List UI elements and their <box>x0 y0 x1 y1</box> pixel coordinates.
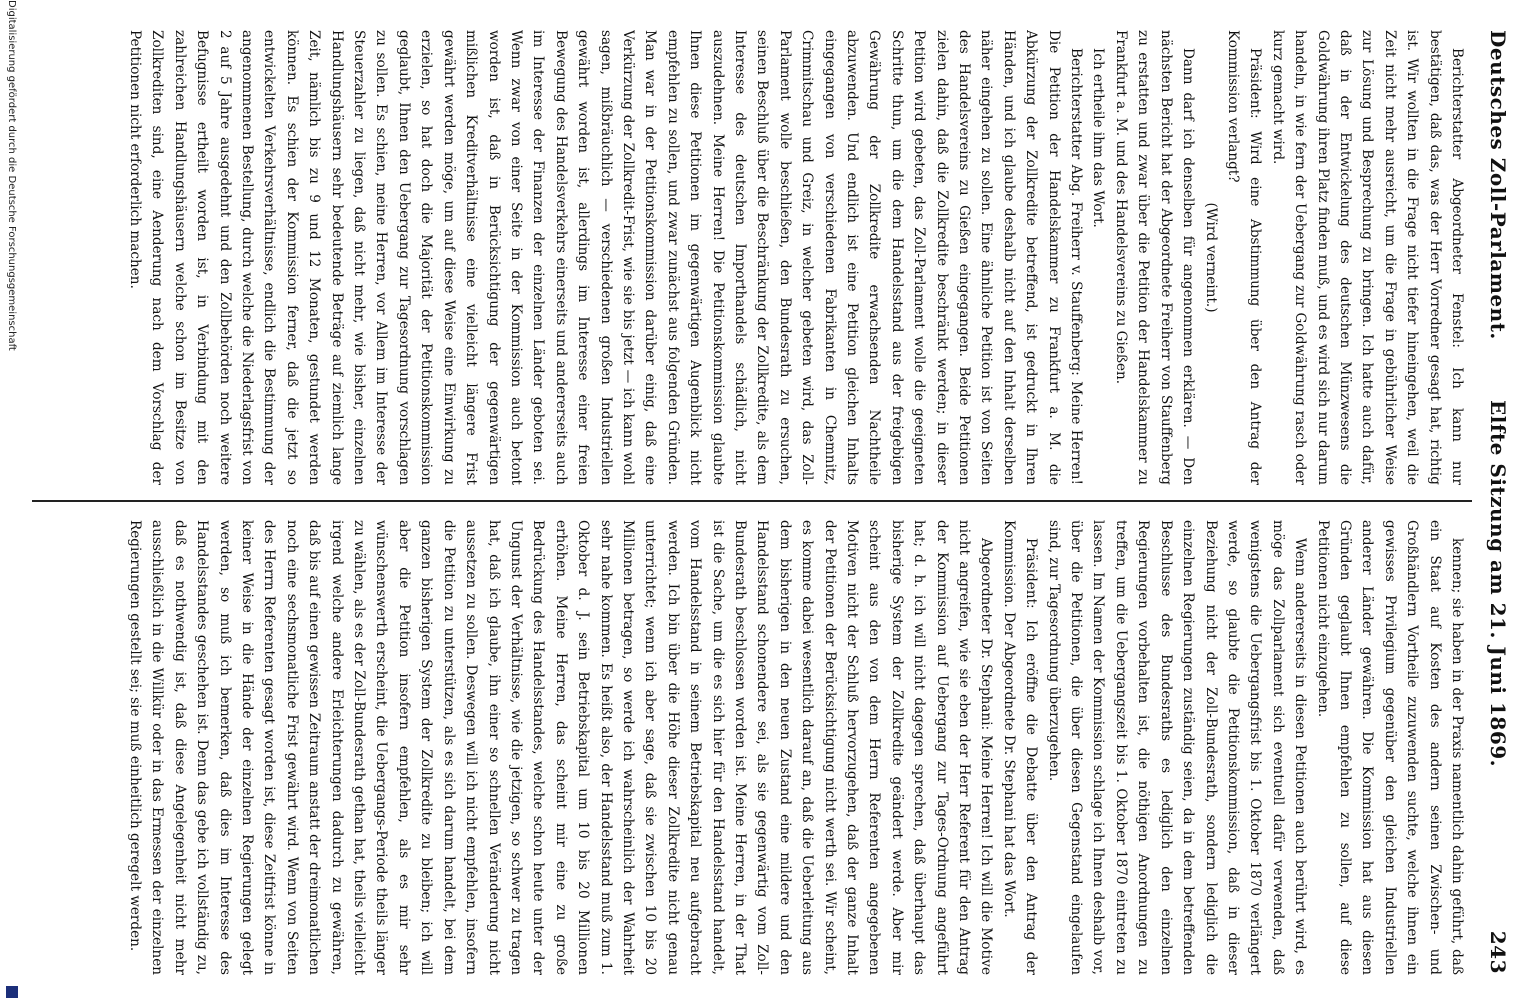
publication-title: Deutsches Zoll-Parlament. <box>1486 30 1510 340</box>
paragraph: Ich ertheile ihm das Wort. <box>1090 48 1107 228</box>
paragraph: Abgeordneter Dr. Stephani: Meine Herren! Ich will die Motive nicht angreifen, wie sie eben der Herr Referent für den Antrag der Kommission auf Uebergang zur Tages-Ordnung angeführt hat; d. h. ich will nicht dagegen sprechen, daß überhaupt das bisherige System der Zollkredite geändert werde. Aber mir scheint aus den von dem Herrn Referenten angegebenen Motiven nicht der Schluß hervorzugehen, daß der ganze Inhalt der Petitionen der Berücksichtigung nicht werth sei. Wir scheint, es komme dabei wesentlich darauf an, daß die Ueberleitung aus dem bisherigen in den neuen Zustand eine mildere und den Handelsstand schonendere sei, als sie gegenwärtig vom Zoll-Bundesrath beschlossen worden ist. Meine Herren, in der That ist die Sache, um die es sich hier für den Handelsstand handelt, vom Handelsstand in seinem Betriebskapital neu aufgebracht werden. Ich bin über die Höhe dieser Zollkredite nicht genau unterrichtet; wenn ich aber sage, daß sie zwischen 10 bis 20 Millionen betragen, so werde ich wahrscheinlich der Wahrheit sehr nahe kommen. Es heißt also, der Handelsstand muß zum 1. Oktober d. J. sein Betriebskapital um 10 bis 20 Millionen erhöhen. Meine Herren, das scheint mir eine zu große Bedrückung des Handelsstandes, welche schon heute unter der Ungunst der Verhältnisse, wie die jetzigen, so schwer zu tragen hat, daß ich glaube, ihn einer so schnellen Veränderung nicht aussetzen zu sollen. Deswegen will ich nicht empfehlen, insofern die Petition zu unterstützen, als es sich darum handelt, bei dem ganzen bisherigen System der Zollkredite zu bleiben; ich will aber die Petition insofern empfehlen, als es mir sehr wünschenswerth erscheint, die Uebergangs-Periode theils länger zu wählen, als es der Zoll-Bundesrath gethan hat, theils vielleicht irgend welche andere Erleichterungen dadurch zu gewähren, daß bis auf einen gewissen Zeitraum anstatt der dreimonatlichen noch eine sechsmonatliche Frist gewährt wird. Wenn von Seiten des Herrn Referenten gesagt worden ist, diese Zeitfrist könne in keiner Weise in die Hände der einzelnen Regierungen gelegt werden, so muß ich bemerken, daß dies im Interesse des Handelsstandes geschehen ist. Denn das gebe ich vollständig zu, daß es nothwendig ist, daß diese Angelegenheit nicht mehr ausschließlich in die Willkür oder in das Ermessen der einzelnen Regierungen gestellt sei; sie muß einheitlich geregelt werden. <box>127 520 995 975</box>
paragraph: Dann darf ich denselben für angenommen erklären. — Den nächsten Bericht hat der Abgeordnete Freiherr von Stauffenberg zu erstatten und zwar über die Petition der Handelskammer zu Frankfurt a. M. und des Handelsvereins zu Gießen. <box>1112 30 1197 485</box>
session-title: Elfte Sitzung am 21. Juni 1869. <box>1486 400 1510 768</box>
paragraph: Berichterstatter Abg. Freiherr v. Stauffenberg: Meine Herren! Die Petition der Handelskammer zu Frankfurt a. M. die Abkürzung der Zollkredite betreffend, ist gedruckt in Ihren Händen, und ich glaube deshalb nicht auf den Inhalt derselben näher eingehen zu sollen. Eine ähnliche Petition ist von Seiten des Handelsvereins zu Gießen eingegangen. Beide Petitionen zielen dahin, daß die Zollkredite beschränkt werden; in dieser Petition wird gebeten, das Zoll-Parlament wolle die geeigneten Schritte thun, um die dem Handelsstand aus der freigebigen Gewährung der Zollkredite erwachsenden Nachtheile abzuwenden. Und endlich ist eine Petition gleichen Inhalts eingegangen von verschiedenen Fabrikanten in Chemnitz, Crimmitschau und Greiz, in welcher gebeten wird, das Zoll-Parlament wolle beschließen, den Bundesrath zu ersuchen, seinen Beschluß über die Beschränkung der Zollkredite, als dem Interesse des deutschen Importhandels schädlich, nicht auszudehnen. Meine Herren! Die Petitionskommission glaubte Ihnen diese Petitionen im gegenwärtigen Augenblick nicht empfehlen zu sollen, und zwar zunächst aus folgenden Gründen. Man war in der Petitionskommission darüber einig, daß eine Verkürzung der Zollkredit-Frist, wie sie bis jetzt — ich kann wohl sagen, mißbräuchlich — verschiedenen großen Industriellen gewährt worden ist, allerdings im Interesse einer freien Bewegung des Handelsverkehrs einerseits und andererseits auch im Interesse der Finanzen der einzelnen Länder geboten sei. Wenn zwar von einer Seite in der Kommission auch betont worden ist, daß in Berücksichtigung der gegenwärtigen mißlichen Kreditverhältnisse eine vielleicht längere Frist gewährt werden möge, um auf diese Weise eine Einwirkung zu erzielen, so hat doch die Majorität der Petitionskommission geglaubt, Ihnen den Uebergang zur Tagesordnung vorschlagen zu sollen. Es schien, meine Herren, vor Allem im Interesse der Steuerzahler zu liegen, daß nicht mehr, wie bisher, einzelnen Handlungshäusern sehr bedeutende Beträge auf ziemlich lange Zeit, nämlich bis zu 9 und 12 Monaten, gestundet werden können. Es schien der Kommission ferner, daß die jetzt so entwickelten Verkehrsverhältnisse, endlich die Bestimmung der angenommenen Bestellung, durch welche die Niederlagsfrist von 2 auf 5 Jahre ausgedehnt und den Zollbehörden noch weitere Befugnisse ertheilt worden ist, in Verbindung mit den zahlreichen Handlungshäusern welche schon im Besitze von Zollkrediten sind, eine Aenderung nach dem Vorschlag der Petitionen nicht erforderlich machen. <box>127 30 1085 485</box>
paragraph: Wenn andererseits in diesen Petitionen auch berührt wird, es möge das Zollparlament sich eventuell dafür verwenden, daß wenigstens die Uebergangsfrist bis 1. Oktober 1870 verlängert werde, so glaubte die Petitionskommission, daß in dieser Beziehung nicht der Zoll-Bundesrath, sondern lediglich die einzelnen Regierungen zuständig seien, da in dem betreffenden Beschlusse des Bundesraths es lediglich den einzelnen Regierungen vorbehalten ist, die nöthigen Anordnungen zu treffen, um die Uebergangszeit bis 1. Oktober 1870 eintreten zu lassen. Im Namen der Kommission schlage ich Ihnen deshalb vor, über die Petitionen, die über diesen Gegenstand eingelaufen sind, zur Tagesordnung überzugehen. <box>1045 520 1309 975</box>
speaker-paragraph: Präsident: Wird eine Abstimmung über den Antrag der Kommission verlangt? <box>1224 30 1264 485</box>
speaker-paragraph: Präsident: Ich eröffne die Debatte über den Antrag der Kommission. Der Abgeordnete Dr. Stephani hat das Wort. <box>1000 520 1040 975</box>
paragraph: (Wird verneint.) <box>1202 202 1219 313</box>
left-column <box>28 30 1468 485</box>
column-divider <box>32 500 1472 502</box>
right-column <box>28 520 1468 975</box>
dfg-logo <box>6 986 18 998</box>
paragraph: Berichterstatter Abgeordneter Fenstel: Ich kann nur bestätigen, daß das, was der Herr Vorredner gesagt hat, richtig ist. Wir wollten in die Frage nicht tiefer hineingehen, weil die Zeit nicht mehr ausreicht, um die Frage in gebührlicher Weise zur Lösung und Besprechung zu bringen. Ich hatte auch dafür, daß in der Entwickelung des deutschen Münzwesens die Goldwährung ihren Platz finden muß, und es wird sich nur darum handeln, in wie fern der Uebergang zur Goldwährung rasch oder kurz gemacht wird. <box>1269 30 1465 485</box>
page-footer <box>2 0 20 1000</box>
page-number: 243 <box>1486 930 1510 974</box>
digitization-note: Digitalisierung gefördert durch die Deutsche Forschungsgemeinschaft <box>6 0 17 351</box>
paragraph: kennen; sie haben in der Praxis namentlich dahin geführt, daß ein Staat auf Kosten des andern seinen Zwischen- und Großhändlern Vortheile zuzuwenden suchte, welche ihnen ein gewisses Privilegium gegenüber den gleichen Industriellen anderer Länder gewähren. Die Kommission hat aus diesen Gründen geglaubt Ihnen empfehlen zu sollen, auf diese Petitionen nicht einzugehen. <box>1314 520 1465 975</box>
page-header <box>1480 30 1516 974</box>
